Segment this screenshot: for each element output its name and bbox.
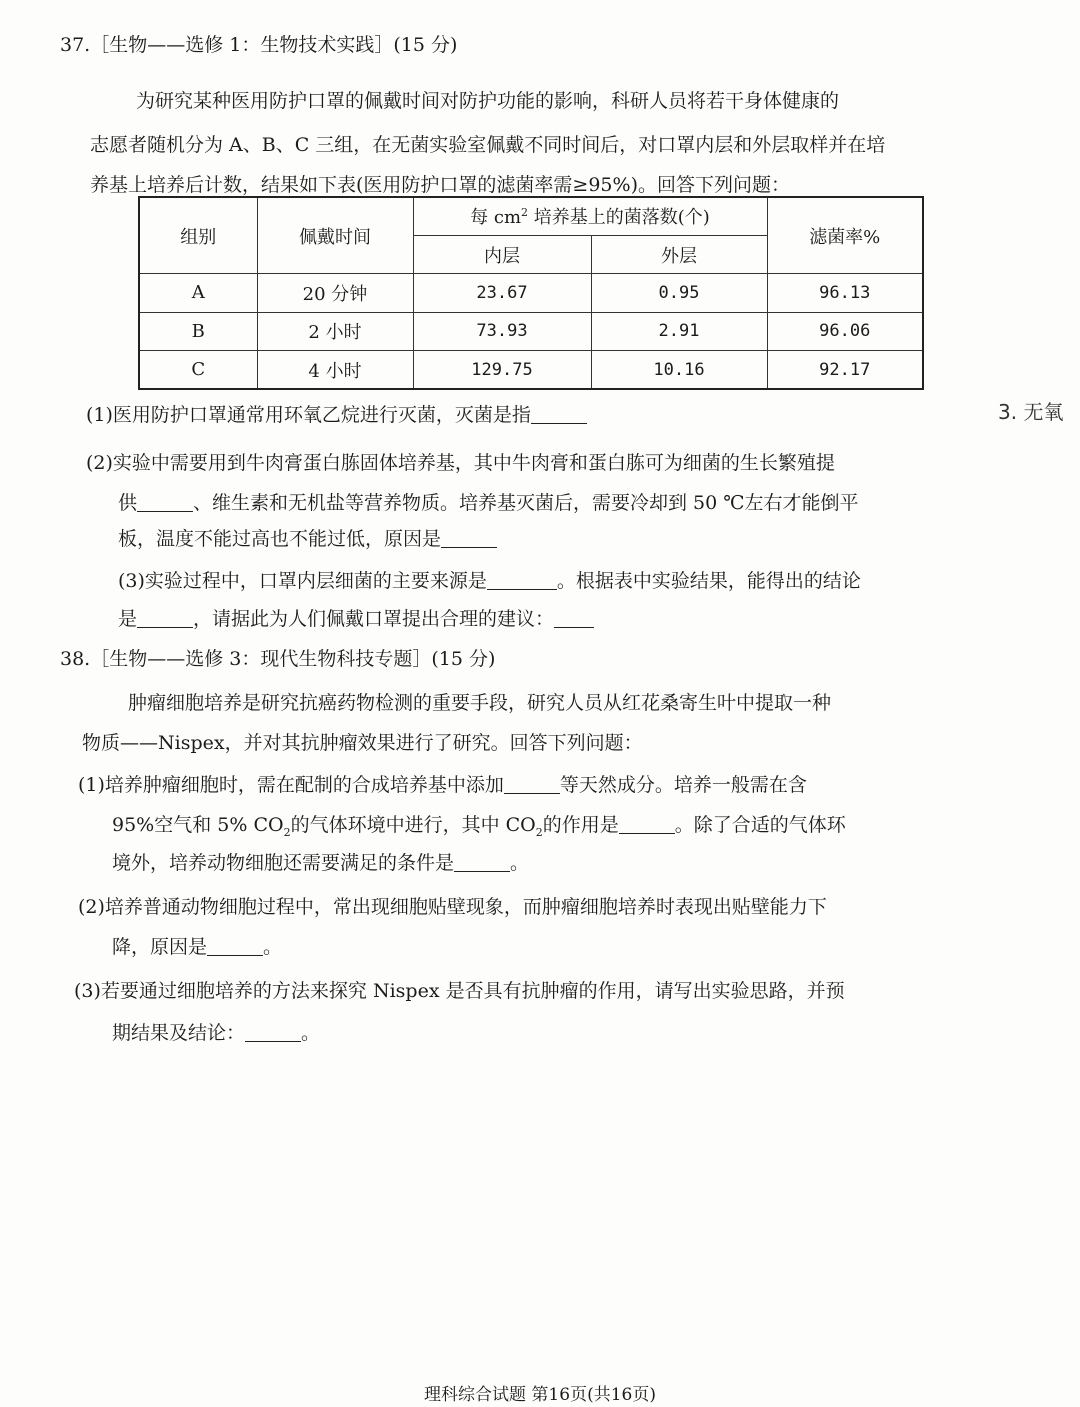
cell-outer: 10.16 [591,351,767,389]
q38-sub1-line-1a: (1)培养肿瘤细胞时，需在配制的合成培养基中添加 [78,774,504,796]
header-colony-sup: 2 [521,206,529,220]
q38-sub3-line-1: (3)若要通过细胞培养的方法来探究 Nispex 是否具有抗肿瘤的作用，请写出实验思路，并预 [74,980,845,1002]
q37-sub2-line-3-text: 板，温度不能过高也不能过低，原因是 [118,528,442,550]
cell-rate: 92.17 [767,351,923,389]
answer-blank [137,492,193,512]
table-row [139,312,923,350]
cell-outer: 0.95 [591,274,767,312]
q38-sub1-line-3 [112,848,529,875]
answer-blank [531,404,587,424]
cell-time: 2 小时 [257,312,413,350]
q37-intro-line-3: 养基上培养后计数，结果如下表(医用防护口罩的滤菌率需≥95%)。回答下列问题： [90,174,790,196]
q37-sub3-line-1a: (3)实验过程中，口罩内层细菌的主要来源是 [118,570,487,592]
q38-sub1-line-3b: 。 [510,852,530,874]
cell-inner: 73.93 [413,312,591,350]
q38-sub2-line-1: (2)培养普通动物细胞过程中，常出现细胞贴壁现象，而肿瘤细胞培养时表现出贴壁能力下 [78,896,827,918]
table-row [139,351,923,389]
q38-sub1-line-2 [112,810,846,839]
q37-intro-line-2: 志愿者随机分为 A、B、C 三组，在无菌实验室佩戴不同时间后，对口罩内层和外层取样并在培 [90,134,886,156]
q37-intro-line-1: 为研究某种医用防护口罩的佩戴时间对防护功能的影响，科研人员将若干身体健康的 [136,90,840,112]
q38-sub3-line-2b: 。 [301,1022,321,1044]
q38-sub1-line-3a: 境外，培养动物细胞还需要满足的条件是 [112,852,455,874]
answer-blank [619,814,675,834]
answer-blank [245,1022,301,1042]
q37-sub2-line-2a: 供 [118,492,138,514]
q37-sub3-line-1 [118,566,861,593]
header-colony-pre: 每 cm [470,207,522,229]
q37-sub3-line-2 [118,604,594,631]
answer-blank [454,852,510,872]
answer-blank [207,936,263,956]
table-row [139,274,923,312]
q38-sub2-line-2 [112,932,282,959]
header-group: 组别 [139,197,257,274]
handwritten-note: 3. 无氧 [998,400,1064,424]
cell-time: 20 分钟 [257,274,413,312]
cell-group: A [139,274,257,312]
q37-sub3-line-2a: 是 [118,608,138,630]
cell-outer: 2.91 [591,312,767,350]
q38-sub1-line-2d: 。除了合适的气体环 [674,814,846,836]
q38-sub1-line-1b: 等天然成分。培养一般需在含 [559,774,807,796]
cell-rate: 96.06 [767,312,923,350]
q37-sub1 [86,400,587,427]
answer-blank [504,774,560,794]
q37-sub2-line-3 [118,524,497,551]
q38-sub1-line-2b: 的气体环境中进行，其中 CO [290,814,536,836]
answer-blank [137,608,193,628]
header-wear-time: 佩戴时间 [257,197,413,274]
answer-blank [441,528,497,548]
q38-intro-line-1: 肿瘤细胞培养是研究抗癌药物检测的重要手段，研究人员从红花桑寄生叶中提取一种 [128,692,832,714]
q37-sub3-line-1b: 。根据表中实验结果，能得出的结论 [556,570,861,592]
question-37-heading: 37.［生物——选修 1：生物技术实践］(15 分) [60,34,458,56]
q37-sub2-line-2b: 、维生素和无机盐等营养物质。培养基灭菌后，需要冷却到 50 ℃左右才能倒平 [193,492,859,514]
q38-sub3-line-2 [112,1018,320,1045]
page-footer: 理科综合试题 第16页(共16页) [424,1385,656,1405]
q38-sub1-line-2c: 的作用是 [542,814,619,836]
q37-sub2-line-1: (2)实验中需要用到牛肉膏蛋白胨固体培养基，其中牛肉膏和蛋白胨可为细菌的生长繁殖提 [86,452,835,474]
q38-intro-line-2: 物质——Nispex，并对其抗肿瘤效果进行了研究。回答下列问题： [82,732,643,754]
q37-sub3-line-2b: ，请据此为人们佩戴口罩提出合理的建议： [193,608,555,630]
header-colony-post: 培养基上的菌落数(个) [528,207,710,229]
cell-inner: 129.75 [413,351,591,389]
cell-inner: 23.67 [413,274,591,312]
q37-sub1-text: (1)医用防护口罩通常用环氧乙烷进行灭菌，灭菌是指 [86,404,531,426]
answer-blank [554,608,594,628]
header-filter-rate: 滤菌率% [767,197,923,274]
question-38-heading: 38.［生物——选修 3：现代生物科技专题］(15 分) [60,648,496,670]
results-table [138,196,924,390]
q38-sub2-line-2b: 。 [263,936,283,958]
q38-sub2-line-2a: 降，原因是 [112,936,208,958]
header-outer-layer: 外层 [591,235,767,273]
q38-sub1-line-2a: 95%空气和 5% CO [112,814,284,836]
cell-group: B [139,312,257,350]
q38-sub3-line-2a: 期结果及结论： [112,1022,246,1044]
q38-sub1-line-1 [78,770,807,797]
cell-time: 4 小时 [257,351,413,389]
header-colony-count [413,197,767,235]
subscript-2: 2 [535,825,543,839]
cell-group: C [139,351,257,389]
answer-blank [487,570,557,590]
subscript-2: 2 [283,825,291,839]
header-inner-layer: 内层 [413,235,591,273]
q37-sub2-line-2 [118,488,859,515]
cell-rate: 96.13 [767,274,923,312]
